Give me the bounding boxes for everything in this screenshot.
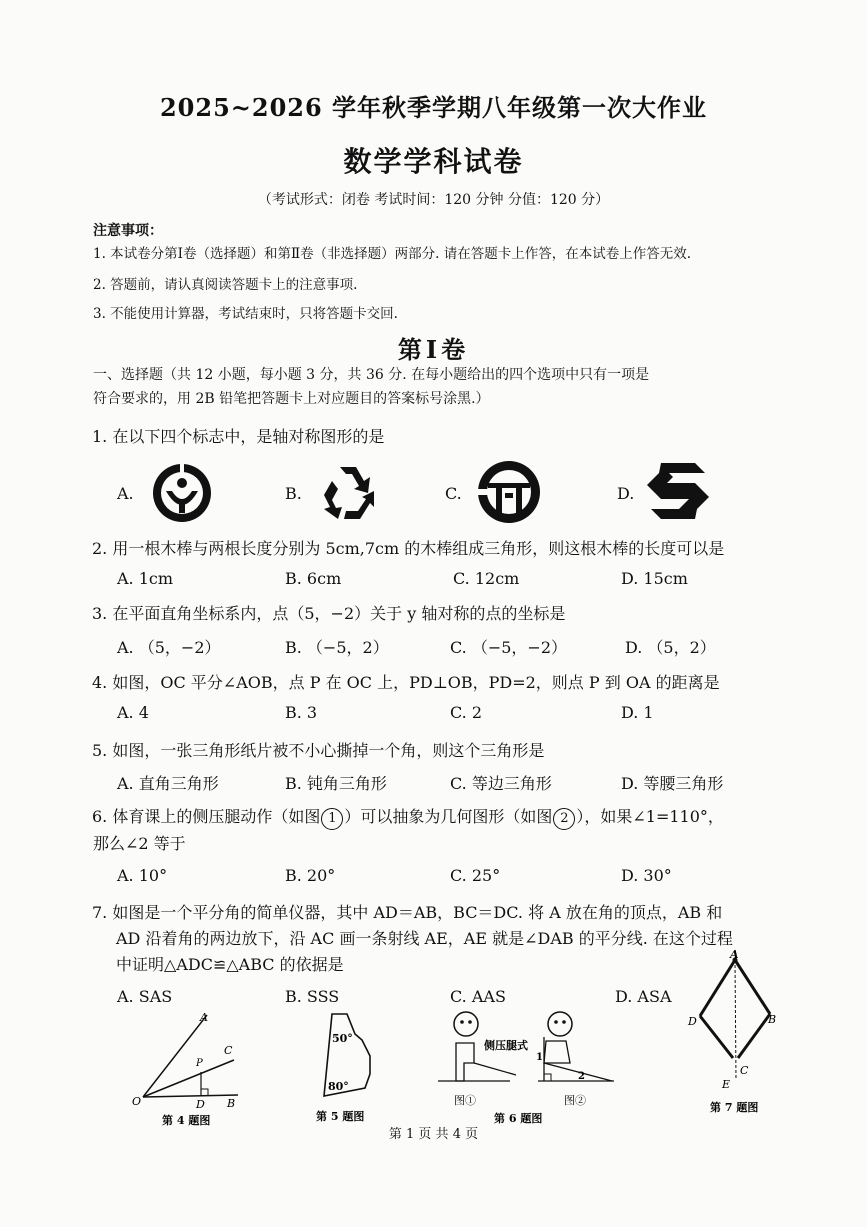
fig4-label-o: O: [132, 1095, 142, 1108]
q6-option-c: C. 25°: [450, 866, 501, 885]
fig4-label-p: P: [196, 1058, 203, 1069]
section-instruction-line1: 一、选择题（共 12 小题，每小题 3 分，共 36 分. 在每小题给出的四个选项中只有一项是: [93, 367, 650, 383]
fig7-label-d: D: [688, 1015, 697, 1028]
figure-4-diagram: [128, 1010, 248, 1130]
q5-option-b: B. 钝角三角形: [285, 774, 387, 793]
q6-option-d: D. 30°: [621, 866, 672, 885]
fig6-sub2: 图②: [564, 1094, 586, 1107]
notice-item-2: 2. 答题前，请认真阅读答题卡上的注意事项.: [93, 277, 358, 293]
section-instruction-line2: 符合要求的，用 2B 铅笔把答题卡上对应题目的答案标号涂黑.）: [93, 391, 490, 407]
question-7-line3: 中证明△ADC≌△ABC 的依据是: [116, 955, 344, 974]
fig6-sub1: 图①: [454, 1094, 476, 1107]
figure-5-diagram: [310, 1010, 400, 1125]
q4-option-a: A. 4: [117, 703, 149, 722]
part-title: 第Ⅰ卷: [397, 335, 470, 364]
fig4-label-a: A: [200, 1011, 208, 1024]
fig7-label-b: B: [768, 1013, 777, 1026]
q4-option-b: B. 3: [285, 703, 318, 722]
figure-4-caption: 第 4 题图: [162, 1114, 211, 1127]
q2-option-d: D. 15cm: [621, 569, 688, 588]
q3-option-d: D. （5，2）: [625, 638, 716, 657]
notice-item-1: 1. 本试卷分第Ⅰ卷（选择题）和第Ⅱ卷（非选择题）两部分. 请在答题卡上作答，在本试卷上作答无效.: [93, 246, 692, 262]
exam-title: 2025~2026 学年秋季学期八年级第一次大作业: [159, 93, 708, 122]
q4-option-c: C. 2: [450, 703, 483, 722]
q5-option-a: A. 直角三角形: [117, 774, 219, 793]
q3-option-c: C. （−5，−2）: [450, 638, 568, 657]
q6-option-a: A. 10°: [117, 866, 168, 885]
question-4-stem: 4. 如图，OC 平分∠AOB，点 P 在 OC 上，PD⊥OB，PD=2，则点 P 到 OA 的距离是: [92, 673, 720, 692]
q7-option-c: C. AAS: [450, 987, 506, 1006]
question-2-stem: 2. 用一根木棒与两根长度分别为 5cm,7cm 的木棒组成三角形，则这根木棒的长度可以是: [92, 539, 725, 558]
q2-option-a: A. 1cm: [117, 569, 174, 588]
q6-stem-post: ），如果∠1=110°，: [576, 807, 724, 826]
fig7-label-a: A: [730, 948, 739, 961]
figure-mark-2: 2: [553, 808, 575, 830]
q4-option-d: D. 1: [621, 703, 654, 722]
q3-option-b: B. （−5，2）: [285, 638, 389, 657]
fig4-label-b: B: [227, 1097, 236, 1110]
fig5-angle-50: 50°: [332, 1032, 353, 1045]
question-7-line1: 7. 如图是一个平分角的简单仪器，其中 AD＝AB，BC＝DC. 将 A 放在角的顶点，AB 和: [92, 903, 723, 922]
fig5-angle-80: 80°: [328, 1080, 349, 1093]
figure-7-diagram: [680, 948, 790, 1118]
question-6-stem: [92, 804, 724, 830]
notice-heading: 注意事项：: [93, 223, 163, 239]
figure-6-caption: 第 6 题图: [494, 1112, 543, 1125]
fig7-label-c: C: [740, 1064, 749, 1077]
figure-7-caption: 第 7 题图: [710, 1101, 759, 1114]
page-number: 第 1 页 共 4 页: [388, 1127, 479, 1142]
fig4-label-d: D: [196, 1098, 205, 1111]
question-7-line2: AD 沿着角的两边放下，沿 AC 画一条射线 AE，AE 就是∠DAB 的平分线. 在这个过程: [116, 929, 733, 948]
q1-option-c: C.: [445, 484, 462, 503]
exam-info: （考试形式：闭卷 考试时间：120 分钟 分值：120 分）: [257, 192, 610, 208]
question-5-stem: 5. 如图，一张三角形纸片被不小心撕掉一个角，则这个三角形是: [92, 741, 545, 760]
q6-stem-pre: 6. 体育课上的侧压腿动作（如图: [92, 807, 321, 826]
logo-a-icon: [150, 461, 214, 525]
question-3-stem: 3. 在平面直角坐标系内，点（5，−2）关于 y 轴对称的点的坐标是: [92, 604, 566, 623]
q7-option-a: A. SAS: [117, 987, 173, 1006]
notice-item-3: 3. 不能使用计算器，考试结束时，只将答题卡交回.: [93, 306, 398, 322]
q5-option-c: C. 等边三角形: [450, 774, 552, 793]
figure-6-diagram: [432, 1005, 622, 1127]
question-6-stem-line2: 那么∠2 等于: [93, 834, 186, 853]
q3-option-a: A. （5，−2）: [117, 638, 221, 657]
q7-option-b: B. SSS: [285, 987, 340, 1006]
recycle-icon: [316, 461, 380, 523]
q2-option-c: C. 12cm: [453, 569, 520, 588]
fig4-label-c: C: [224, 1044, 233, 1057]
q1-option-b: B.: [285, 484, 302, 503]
fig6-pose-label: 侧压腿式: [484, 1039, 528, 1052]
fig6-angle-1: 1: [536, 1052, 543, 1063]
q2-option-b: B. 6cm: [285, 569, 342, 588]
q7-option-d: D. ASA: [615, 987, 672, 1006]
figure-mark-1: 1: [321, 808, 343, 830]
q5-option-d: D. 等腰三角形: [621, 774, 724, 793]
question-1-stem: 1. 在以下四个标志中，是轴对称图形的是: [92, 427, 385, 446]
logo-d-icon: [643, 459, 713, 523]
fig6-angle-2: 2: [578, 1071, 585, 1082]
logo-c-icon: [474, 459, 544, 525]
q1-option-d: D.: [617, 484, 635, 503]
q6-option-b: B. 20°: [285, 866, 336, 885]
q1-option-a: A.: [117, 484, 134, 503]
q6-stem-mid: ）可以抽象为几何图形（如图: [344, 807, 553, 826]
subject-title: 数学学科试卷: [343, 145, 524, 178]
figure-5-caption: 第 5 题图: [316, 1110, 365, 1123]
fig7-label-e: E: [722, 1078, 731, 1091]
